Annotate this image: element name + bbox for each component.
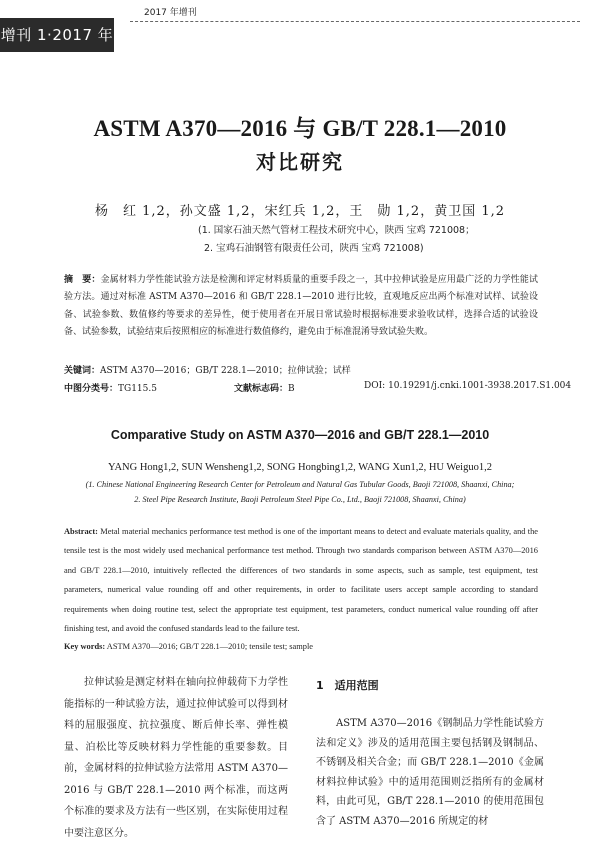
authors-cn: 杨 红 1,2，孙文盛 1,2，宋红兵 1,2，王 勋 1,2，黄卫国 1,2 bbox=[94, 204, 506, 219]
keywords-en-text: ASTM A370—2016; GB/T 228.1—2010; tensile test; sample bbox=[105, 642, 313, 651]
running-head: 2017 年增刊 bbox=[130, 6, 580, 22]
authors-en: YANG Hong1,2, SUN Wensheng1,2, SONG Hongbing1,2, WANG Xun1,2, HU Weiguo1,2 bbox=[108, 462, 492, 473]
keywords-cn-label: 关键词： bbox=[64, 366, 101, 376]
clc-number: 中图分类号：TG115.5 bbox=[64, 384, 157, 394]
affiliation-en-1: (1. Chinese National Engineering Research Center for Petroleum and Natural Gas Tubular Goods, Baoji 721008, Shaanxi, China; bbox=[85, 480, 515, 489]
abstract-en bbox=[64, 522, 538, 638]
abstract-en-text: Metal material mechanics performance test method is one of the important means to detect and evaluate materials quality, and the tensile test is the most widely used mechanical performance test method. Through two standards comparison between ASTM A370—2016 and GB/T 228.1—2010, intuitively reflected the differences of two standards in some aspects, such as sample, test equipment, test parameters, numerical value rounding off and other requirements, in order to facilitate users accept sample according to standard requirements when doing routine test, select the appropriate test equipment, test parameters, conduct numerical value rounding off after finishing test, and avoid the confused standards lead to the failure test. bbox=[64, 527, 538, 634]
affiliation-cn-2: 2. 宝鸡石油钢管有限责任公司，陕西 宝鸡 721008) bbox=[204, 243, 424, 254]
paper-title: ASTM A370—2016 与 GB/T 228.1—2010 bbox=[93, 116, 507, 141]
section-heading-scope: 1 适用范围 bbox=[316, 679, 379, 692]
document-code: 文献标志码：B bbox=[234, 384, 295, 394]
abstract-cn bbox=[64, 272, 538, 342]
abstract-en-label: Abstract: bbox=[64, 527, 98, 536]
paper-title-line2: 对比研究 bbox=[256, 150, 344, 174]
intro-paragraph: 拉伸试验是测定材料在轴向拉伸载荷下力学性能指标的一种试验方法，通过拉伸试验可以得到材料的屈服强度、抗拉强度、断后伸长率、弹性模量、泊松比等反映材料力学性能的重要参数。目前，金属材料的拉伸试验方法常用 ASTM A370—2016 与 GB/T 228.1—2010 两个标准，而这两个标准的要求及方法有一些区别，在实际使用过程中要注意区分。 bbox=[64, 677, 288, 839]
abstract-cn-text: 金属材料力学性能试验方法是检测和评定材料质量的重要手段之一，其中拉伸试验是应用最广泛的力学性能试验方法。通过对标准 ASTM A370—2016 和 GB/T 228.1—2010 进行比较，直观地反应出两个标准对试样、试验设备、试验参数、数值修约等要求的差异性，便于使用者在开展日常试验时根据标准要求验收试样，选择合适的试验设备、试验参数，试验结束后按照相应的标准进行数值修约，避免由于标准混淆导致试验失败。 bbox=[64, 275, 538, 338]
issue-badge: 增刊 1·2017 年 bbox=[0, 18, 114, 52]
keywords-en bbox=[64, 642, 538, 651]
affiliation-en-2: 2. Steel Pipe Research Institute, Baoji Petroleum Steel Pipe Co., Ltd., Baoji 721008, Shaanxi, China) bbox=[134, 495, 466, 504]
keywords-cn bbox=[64, 363, 538, 376]
affiliation-cn-1: (1. 国家石油天然气管材工程技术研究中心，陕西 宝鸡 721008； bbox=[198, 225, 475, 236]
paper-title-en: Comparative Study on ASTM A370—2016 and GB/T 228.1—2010 bbox=[110, 428, 490, 442]
keywords-en-label: Key words: bbox=[64, 642, 106, 651]
classification-row bbox=[64, 381, 572, 395]
section-scope-paragraph: ASTM A370—2016《钢制品力学性能试验方法和定义》涉及的适用范围主要包括钢及钢制品、不锈钢及相关合金；而 GB/T 228.1—2010《金属材料拉伸试验》中的适用范围则泛指所有的金属材料，由此可见，GB/T 228.1—2010 的使用范围包含了 ASTM A370—2016 所规定的材 bbox=[316, 718, 544, 827]
doi: DOI: 10.19291/j.cnki.1001-3938.2017.S1.004 bbox=[364, 381, 572, 391]
abstract-cn-label: 摘 要： bbox=[64, 275, 101, 285]
keywords-cn-text: ASTM A370—2016；GB/T 228.1—2010；拉伸试验；试样 bbox=[100, 366, 351, 376]
